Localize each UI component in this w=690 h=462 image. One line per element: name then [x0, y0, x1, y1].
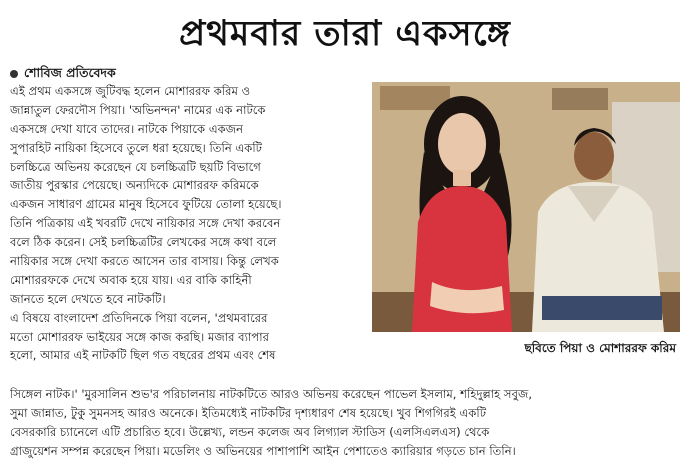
- photo-caption: [372, 338, 680, 358]
- article-line: গ্রাজুয়েশন সম্পন্ন করেছেন পিয়া। মডেলিং ও অভিনয়ের পাশাপাশি আইন পেশাতেও ক্যারিয়ার গড়তে চান তিনি।: [10, 443, 516, 458]
- article-line: জাতীয় পুরস্কার পেয়েছে। অন্যদিকে মোশাররফ করিমকে: [10, 178, 259, 193]
- article-column: [10, 82, 366, 365]
- article-line: মোশাররফকে দেখে অবাক হয়ে যায়। এর বাকি কাহিনী: [10, 272, 252, 287]
- article-line: সিঙ্গেল নাটক।' 'মুরসালিন শুভ'র পরিচালনায় নাটকটিতে আরও অভিনয় করেছেন পাভেল ইসলাম, শহিদুল্লাহ সবুজ,: [10, 387, 533, 401]
- article-line: বলে ঠিক করেন। সেই চলচ্চিত্রটির লেখকের সঙ্গে কথা বলে: [10, 235, 277, 250]
- article-line: হলো, আমার এই নাটকটি ছিল গত বছরের প্রথম এবং শেষ: [10, 348, 276, 363]
- article-line: এই প্রথম একসঙ্গে জুটিবদ্ধ হলেন মোশাররফ করিম ও: [10, 84, 251, 98]
- byline-text: শোবিজ প্রতিবেদক: [24, 65, 116, 80]
- article-line: একসঙ্গে দেখা যাবে তাদের। নাটকে পিয়াকে একজন: [10, 121, 244, 136]
- article-line: চলচ্চিত্রে অভিনয় করেছেন যে চলচ্চিত্রটি ছয়টি বিভাগে: [10, 159, 261, 174]
- article-line: বেসরকারি চ্যানেলে এটি প্রচারিত হবে। উল্লেখ্য, লন্ডন কলেজ অব লিগ্যাল স্টাডিস (এলসিএলএস) থেকে: [10, 424, 490, 439]
- article-line: একজন সাধারণ গ্রামের মানুষ হিসেবে ফুটিয়ে তোলা হয়েছে।: [10, 197, 282, 212]
- woman-face: [438, 113, 486, 175]
- photo-illustration: [372, 82, 680, 332]
- article-line: তিনি পত্রিকায় এই খবরটি দেখে নায়িকার সঙ্গে দেখা করবেন: [10, 216, 281, 231]
- article-fullwidth: [10, 385, 682, 461]
- photo-caption-text: ছবিতে পিয়া ও মোশাররফ করিম: [524, 341, 676, 355]
- article-line: নায়িকার সঙ্গে দেখা করতে আসেন তার বাসায়। কিন্তু লেখক: [10, 254, 279, 269]
- article-line: সুমা জান্নাত, টুকু সুমনসহ আরও অনেকে। ইতিমধ্যেই নাটকটির দৃশ্যধারণ শেষ হয়েছে। খুব শিগগিরই একটি: [10, 405, 487, 420]
- photo: [372, 82, 680, 332]
- man-face: [574, 132, 614, 180]
- article-line: এ বিষয়ে বাংলাদেশ প্রতিদিনকে পিয়া বলেন, 'প্রথমবারের: [10, 310, 268, 325]
- byline: [10, 64, 116, 82]
- article-line: জান্নাতুল ফেরদৌস পিয়া। 'অভিনন্দন' নামের এক নাটকে: [10, 102, 266, 117]
- woman-neck: [453, 170, 471, 186]
- headline: প্রথমবার তারা একসঙ্গে: [179, 14, 511, 54]
- bullet-icon: [10, 70, 18, 78]
- article-line: জানতে হলে দেখতে হবে নাটকটি।: [10, 291, 166, 306]
- man-lungi: [542, 296, 662, 320]
- article-line: মতো মোশাররফ ভাইয়ের সঙ্গে কাজ করছি। মজার ব্যাপার: [10, 329, 269, 344]
- article-line: সুপারহিট নায়িকা হিসেবে তুলে ধরা হয়েছে। তিনি একটি: [10, 140, 262, 155]
- photo-frame-right: [552, 88, 608, 110]
